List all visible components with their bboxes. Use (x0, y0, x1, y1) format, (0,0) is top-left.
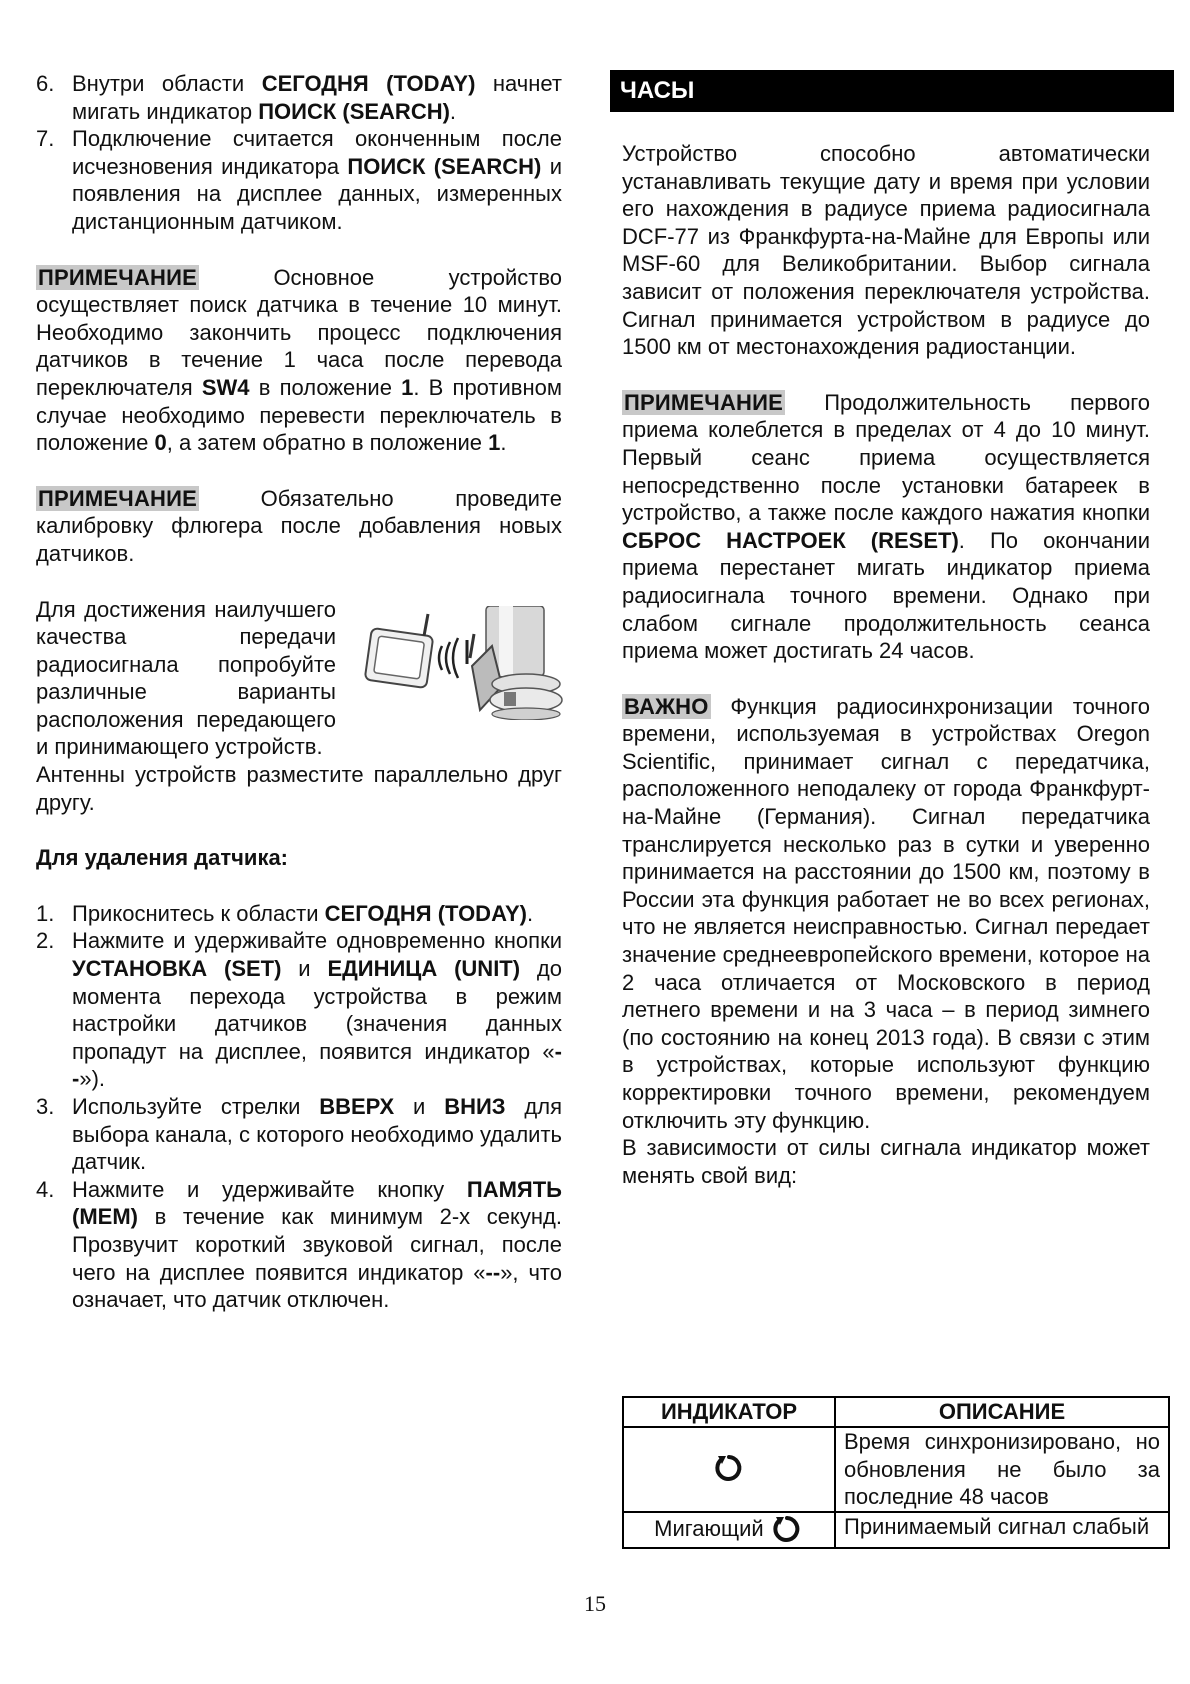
table-row (623, 1512, 1169, 1548)
signal-indicator-text: В зависимости от силы сигнала индикатор может менять свой вид: (622, 1135, 1150, 1188)
note-label: ПРИМЕЧАНИЕ (38, 264, 198, 290)
radio-tip-text: Для достижения наилучшего качества передачи радиосигнала попробуйте различные варианты расположения передающего и принимающего устройств. (36, 596, 336, 760)
clock-intro-paragraph: Устройство способно автоматически устанавливать текущие дату и время при условии его нахождения в радиусе приема радиосигнала DCF-77 из Франкфурта-на-Майне для Европы или MSF-60 для Великобритании. Выбор сигнала зависит от положения переключателя устройства. Сигнал принимается устройством в радиусе до 1500 км от местонахождения радиостанции. (622, 141, 1150, 360)
important-label: ВАЖНО (624, 693, 709, 719)
list-item: 1. Прикоснитесь к области СЕГОДНЯ (TODAY). (36, 900, 534, 926)
column-header-description: ОПИСАНИЕ (835, 1397, 1169, 1427)
section-title-clock: ЧАСЫ (610, 70, 1174, 112)
note-paragraph: ПРИМЕЧАНИЕ Продолжительность первого приема колеблется в пределах от 4 до 10 минут. Первый сеанс приема осуществляется непосредственно после установки батареек в устройство, а также после каждого нажатия кнопки СБРОС НАСТРОЕК (RESET). По окончании приема перестанет мигать индикатор приема радиосигнала точного времени. Однако при слабом сигнале продолжительность сеанса приема может достигать 24 часов. (622, 389, 1150, 664)
connect-steps-list (36, 70, 562, 236)
indicator-table (622, 1396, 1170, 1549)
note-label: ПРИМЕЧАНИЕ (38, 485, 198, 511)
column-header-indicator: ИНДИКАТОР (623, 1397, 835, 1427)
page-number: 15 (584, 1591, 606, 1616)
list-item: 7. Подключение считается оконченным после исчезновения индикатора ПОИСК (SEARCH) и появления на дисплее данных, измеренных дистанционным датчиком. (36, 126, 562, 234)
transmitter-receiver-illustration (364, 606, 564, 720)
important-paragraph: ВАЖНО Функция радиосинхронизации точного времени, используемая в устройствах Oregon Scientific, принимает сигнал с передатчика, расположенного неподалеку от города Франкфурт-на-Майне (Германия). Сигнал передатчика транслируется несколько раз в сутки и уверенно принимается на расстоянии до 1500 км, поэтому в России эта функция работает не во всех регионах, что не является неисправностью. Сигнал передает значение среднеевропейского времени, которое на 2 часа отличается от Московского в период летнего времени и на 3 часа – в период зимнего (по состоянию на конец 2013 года). В связи с этим в устройствах, которые используют функцию корректировки точного времени, рекомендуем отключить эту функцию. (622, 693, 1150, 1133)
table-header-row (623, 1397, 1169, 1427)
description-cell: Принимаемый сигнал слабый (835, 1512, 1169, 1548)
left-column (36, 70, 562, 1314)
remove-steps-list (36, 900, 562, 1314)
sync-icon (712, 1452, 746, 1486)
description-cell: Время синхронизировано, но обновления не было за последние 48 часов (835, 1427, 1169, 1512)
table-row (623, 1427, 1169, 1512)
list-item: 3. Используйте стрелки ВВЕРХ и ВНИЗ для выбора канала, с которого необходимо удалить датчик. (36, 1094, 562, 1175)
indicator-cell (623, 1427, 835, 1512)
radio-tip-block (36, 596, 562, 762)
note-label: ПРИМЕЧАНИЕ (624, 389, 784, 415)
list-item: 4. Нажмите и удерживайте кнопку ПАМЯТЬ (MEM) в течение как минимум 2-х секунд. Прозвучит короткий звуковой сигнал, после чего на дисплее появится индикатор «--», что означает, что датчик отключен. (36, 1176, 562, 1313)
indicator-label: Мигающий (654, 1515, 764, 1541)
remove-sensor-heading: Для удаления датчика: (36, 845, 289, 871)
indicator-cell (623, 1512, 835, 1548)
list-item: 2. Нажмите и удерживайте одновременно кнопки УСТАНОВКА (SET) и ЕДИНИЦА (UNIT) до момента перехода устройства в режим настройки датчиков (значения данных пропадут на дисплее, появится индикатор «--»). (36, 928, 562, 1092)
antenna-text: Антенны устройств разместите параллельно друг другу. (36, 762, 562, 815)
note-paragraph: ПРИМЕЧАНИЕ Основное устройство осуществляет поиск датчика в течение 10 минут. Необходимо закончить процесс подключения датчиков в течение 1 часа после перевода переключателя SW4 в положение 1. В противном случае необходимо перевести переключатель в положение 0, а затем обратно в положение 1. (36, 264, 562, 456)
list-item: 6. Внутри области СЕГОДНЯ (TODAY) начнет мигать индикатор ПОИСК (SEARCH). (36, 71, 562, 124)
sync-icon (770, 1513, 804, 1547)
note-paragraph: ПРИМЕЧАНИЕ Обязательно проведите калибровку флюгера после добавления новых датчиков. (36, 485, 562, 566)
right-column (622, 70, 1158, 1189)
